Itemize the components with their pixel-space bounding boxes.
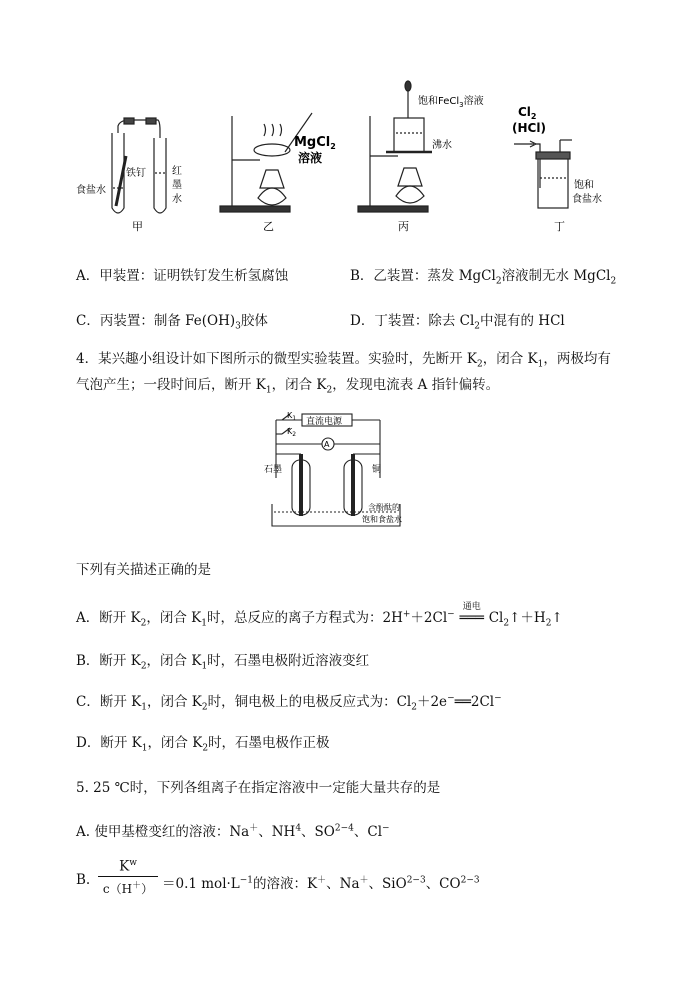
- jia-right-1: 红: [172, 166, 182, 177]
- q3-option-c: C．丙装置：制备 $Fe(OH)_3$胶体: [76, 313, 268, 332]
- q5-b-label: B.: [76, 872, 91, 888]
- ding-liquid2: 食盐水: [572, 194, 602, 205]
- q5-b-rest: ＝0.1 $mol\cdot L^{-1}$的溶液：K＋、Na＋、SiO$^{2-3}$、$CO^{2-3}$: [162, 875, 480, 892]
- q4-option-a: A．断开 $K_2$，闭合 $K_1$时，总反应的离子方程式为：2H+＋2Cl− 通电 ═══ $Cl_2↑+H_2↑$: [76, 602, 563, 629]
- apparatus-jia: [112, 118, 166, 213]
- q4-option-d: D．断开 $K_1$，闭合 $K_2$时，石墨电极作正极: [76, 735, 330, 754]
- q4-stem-line1: 4．某兴趣小组设计如下图所示的微型实验装置。实验时，先断开 $K_2$，闭合 $K_1$，两极均有: [76, 351, 611, 370]
- copper-label: 铜: [372, 465, 382, 475]
- graphite-label: 石墨: [264, 465, 283, 475]
- q4-option-b: B．断开 $K_2$，闭合 $K_1$时，石墨电极附近溶液变红: [76, 653, 370, 672]
- q3-option-b: B．乙装置：蒸发 MgCl$_2$溶液制无水 MgCl$_2$: [350, 268, 617, 287]
- ding-gas: $Cl_2$: [518, 105, 537, 121]
- ammeter-label: A: [324, 440, 330, 449]
- yi-label: 乙: [263, 220, 274, 233]
- q5-option-a: A. 使甲基橙变红的溶液：Na＋、$NH^4$、$SO^{2-4}$、Cl−: [76, 823, 390, 840]
- apparatus-figure: [60, 78, 640, 238]
- ding-gas2: (HCl): [512, 121, 546, 135]
- jia-tube-left-label: 食盐水: [76, 185, 106, 196]
- electrolysis-figure: [262, 408, 462, 536]
- bing-water: 沸水: [432, 140, 452, 151]
- bing-reagent: 饱和FeCl$_3$溶液: [418, 96, 484, 109]
- q5-b-fraction: [98, 858, 158, 897]
- q5-stem: 5. 25 ℃时，下列各组离子在指定溶液中一定能大量共存的是: [76, 780, 441, 796]
- yi-reagent: MgCl$_2$: [294, 135, 336, 151]
- solution-label-2: 饱和食盐水: [362, 515, 402, 524]
- yi-reagent2: 溶液: [298, 151, 323, 165]
- q4-stem-line2: 气泡产生；一段时间后，断开 $K_1$，闭合 $K_2$，发现电流表 A 指针偏转。: [76, 377, 500, 396]
- jia-label: 甲: [132, 220, 143, 233]
- k2-label: $K_2$: [287, 427, 297, 438]
- ding-liquid: 饱和: [574, 180, 594, 191]
- svg-text:水: 水: [172, 194, 182, 205]
- q3-option-a: A．甲装置：证明铁钉发生析氢腐蚀: [76, 268, 289, 284]
- q5-b-denominator: c（H＋）: [98, 876, 158, 897]
- q3-option-d: D．丁装置：除去 $Cl_2$中混有的 HCl: [350, 313, 565, 332]
- k1-label: $K_1$: [287, 411, 297, 422]
- apparatus-ding: [514, 140, 572, 208]
- q4-prompt: 下列有关描述正确的是: [76, 562, 211, 578]
- svg-text:墨: 墨: [172, 180, 182, 191]
- q4-option-c: C．断开 $K_1$，闭合 $K_2$时，铜电极上的电极反应式为：$Cl_2+2e^-══2Cl^-$: [76, 693, 502, 713]
- jia-nail-label: 铁钉: [126, 168, 146, 179]
- solution-label-1: 含酚酞的: [368, 503, 400, 512]
- ding-label: 丁: [554, 220, 565, 233]
- q5-b-numerator: $K^w$: [119, 858, 137, 875]
- bing-label: 丙: [398, 220, 409, 233]
- power-label: 直流电源: [306, 417, 343, 427]
